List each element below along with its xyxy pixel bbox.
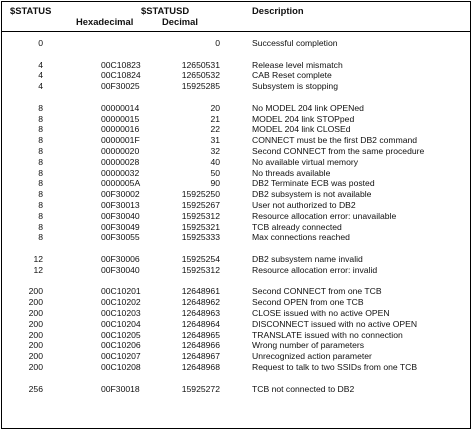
table-row [2, 38, 470, 49]
decimal-cell: 20 [210, 102, 220, 113]
status-cell: 8 [38, 189, 43, 200]
description-cell: MODEL 204 link CLOSEd [252, 124, 351, 135]
description-cell: DB2 subsystem is not available [252, 189, 372, 200]
table-row [2, 168, 470, 179]
hex-cell: 00C10824 [101, 70, 141, 81]
table-row [2, 319, 470, 330]
decimal-cell: 12648963 [181, 307, 220, 318]
table-row [2, 135, 470, 146]
group-spacer [2, 92, 470, 103]
table-row [2, 222, 470, 233]
status-cell: 8 [38, 113, 43, 124]
status-cell: 200 [28, 318, 43, 329]
hex-cell: 00F30040 [101, 210, 140, 221]
status-cell: 8 [38, 124, 43, 135]
hex-cell: 00F30055 [101, 232, 140, 243]
decimal-cell: 12648968 [181, 361, 220, 372]
table-row [2, 297, 470, 308]
status-cell: 8 [38, 232, 43, 243]
decimal-cell: 12648964 [181, 318, 220, 329]
status-code-table [1, 1, 471, 429]
decimal-cell: 15925285 [181, 81, 220, 92]
header-description: Description [252, 5, 304, 16]
description-cell: Second CONNECT from the same procedure [252, 145, 425, 156]
hex-cell: 00F30013 [101, 199, 140, 210]
decimal-cell: 15925250 [181, 189, 220, 200]
group-spacer [2, 49, 470, 60]
description-cell: Max connections reached [252, 232, 350, 243]
decimal-cell: 15925254 [181, 253, 220, 264]
decimal-cell: 50 [210, 167, 220, 178]
status-cell: 12 [33, 264, 43, 275]
status-cell: 256 [28, 383, 43, 394]
description-cell: No MODEL 204 link OPENed [252, 102, 364, 113]
decimal-cell: 12650531 [181, 59, 220, 70]
table-row [2, 340, 470, 351]
status-cell: 4 [38, 59, 43, 70]
hex-cell: 00C10203 [101, 307, 141, 318]
description-cell: DISCONNECT issued with no active OPEN [252, 318, 418, 329]
table-row [2, 157, 470, 168]
status-cell: 8 [38, 156, 43, 167]
description-cell: Second OPEN from one TCB [252, 297, 364, 308]
decimal-cell: 15925333 [181, 232, 220, 243]
decimal-cell: 12650532 [181, 70, 220, 81]
table-row [2, 81, 470, 92]
table-row [2, 286, 470, 297]
hex-cell: 00C10206 [101, 340, 141, 351]
status-cell: 8 [38, 199, 43, 210]
header-divider [2, 31, 470, 32]
status-cell: 8 [38, 102, 43, 113]
group-spacer [2, 373, 470, 384]
table-row [2, 124, 470, 135]
hex-cell: 0000005A [101, 178, 141, 189]
description-cell: DB2 Terminate ECB was posted [252, 178, 375, 189]
status-cell: 0 [38, 38, 43, 48]
group-spacer [2, 243, 470, 254]
description-cell: Wrong number of parameters [252, 340, 365, 351]
description-cell: CAB Reset complete [252, 70, 332, 81]
header-hexadecimal: Hexadecimal [76, 16, 134, 27]
table-row [2, 103, 470, 114]
hex-cell: 00C10208 [101, 361, 141, 372]
hex-cell: 00C10205 [101, 329, 141, 340]
description-cell: Request to talk to two SSIDs from one TCB [252, 361, 418, 372]
description-cell: Subsystem is stopping [252, 81, 338, 92]
decimal-cell: 90 [210, 178, 220, 189]
decimal-cell: 15925312 [181, 210, 220, 221]
hex-cell: 00C10202 [101, 297, 141, 308]
decimal-cell: 32 [210, 145, 220, 156]
status-cell: 12 [33, 253, 43, 264]
description-cell: Successful completion [252, 38, 338, 48]
table-row [2, 70, 470, 81]
hex-cell: 00C10204 [101, 318, 141, 329]
decimal-cell: 40 [210, 156, 220, 167]
decimal-cell: 12648961 [181, 286, 220, 297]
description-cell: DB2 subsystem name invalid [252, 253, 363, 264]
status-cell: 200 [28, 361, 43, 372]
hex-cell: 00000032 [101, 167, 140, 178]
description-cell: Unrecognized action parameter [252, 351, 372, 362]
description-cell: Release level mismatch [252, 59, 343, 70]
hex-cell: 00000016 [101, 124, 140, 135]
decimal-cell: 12648965 [181, 329, 220, 340]
status-cell: 4 [38, 70, 43, 81]
description-cell: MODEL 204 link STOPped [252, 113, 355, 124]
hex-cell: 00F30049 [101, 221, 140, 232]
description-cell: No available virtual memory [252, 156, 359, 167]
status-cell: 8 [38, 135, 43, 146]
status-cell: 8 [38, 221, 43, 232]
status-cell: 200 [28, 286, 43, 297]
table-row [2, 60, 470, 71]
description-cell: User not authorized to DB2 [252, 199, 356, 210]
status-cell: 200 [28, 351, 43, 362]
table-row [2, 265, 470, 276]
status-cell: 200 [28, 329, 43, 340]
status-cell: 200 [28, 340, 43, 351]
table-row [2, 146, 470, 157]
table-body [2, 38, 470, 394]
table-row [2, 178, 470, 189]
hex-cell: 00F30002 [101, 189, 140, 200]
table-row [2, 362, 470, 373]
table-row [2, 351, 470, 362]
decimal-cell: 0 [215, 38, 220, 48]
status-cell: 4 [38, 81, 43, 92]
description-cell: TRANSLATE issued with no connection [252, 329, 403, 340]
status-cell: 200 [28, 297, 43, 308]
description-cell: Resource allocation error: unavailable [252, 210, 397, 221]
status-cell: 200 [28, 307, 43, 318]
hex-cell: 0000001F [101, 135, 140, 146]
hex-cell: 00F30040 [101, 264, 140, 275]
description-cell: CLOSE issued with no active OPEN [252, 307, 390, 318]
table-row [2, 384, 470, 395]
decimal-cell: 31 [210, 135, 220, 146]
description-cell: TCB not connected to DB2 [252, 383, 355, 394]
table-row [2, 200, 470, 211]
decimal-cell: 12648966 [181, 340, 220, 351]
description-cell: Second CONNECT from one TCB [252, 286, 382, 297]
group-spacer [2, 276, 470, 287]
description-cell: TCB already connected [252, 221, 342, 232]
decimal-cell: 12648967 [181, 351, 220, 362]
table-row [2, 211, 470, 222]
hex-cell: 00F30025 [101, 81, 140, 92]
hex-cell: 00000014 [101, 102, 140, 113]
hex-cell: 00000028 [101, 156, 140, 167]
table-row [2, 114, 470, 125]
hex-cell: 00C10207 [101, 351, 141, 362]
description-cell: CONNECT must be the first DB2 command [252, 135, 418, 146]
hex-cell: 00F30018 [101, 383, 140, 394]
status-cell: 8 [38, 210, 43, 221]
description-cell: Resource allocation error: invalid [252, 264, 378, 275]
header-decimal: Decimal [162, 16, 198, 27]
status-cell: 8 [38, 178, 43, 189]
decimal-cell: 12648962 [181, 297, 220, 308]
table-row [2, 308, 470, 319]
hex-cell: 00000015 [101, 113, 140, 124]
hex-cell: 00000020 [101, 145, 140, 156]
hex-cell: 00F30006 [101, 253, 140, 264]
status-cell: 8 [38, 145, 43, 156]
table-row [2, 232, 470, 243]
header-statusd: $STATUSD [141, 5, 190, 16]
description-cell: No threads available [252, 167, 331, 178]
decimal-cell: 15925312 [181, 264, 220, 275]
decimal-cell: 15925267 [181, 199, 220, 210]
header-status: $STATUS [10, 5, 52, 16]
status-cell: 8 [38, 167, 43, 178]
decimal-cell: 15925272 [181, 383, 220, 394]
table-row [2, 254, 470, 265]
decimal-cell: 15925321 [181, 221, 220, 232]
hex-cell: 00C10823 [101, 59, 141, 70]
table-row [2, 189, 470, 200]
decimal-cell: 22 [210, 124, 220, 135]
decimal-cell: 21 [210, 113, 220, 124]
table-row [2, 330, 470, 341]
hex-cell: 00C10201 [101, 286, 141, 297]
